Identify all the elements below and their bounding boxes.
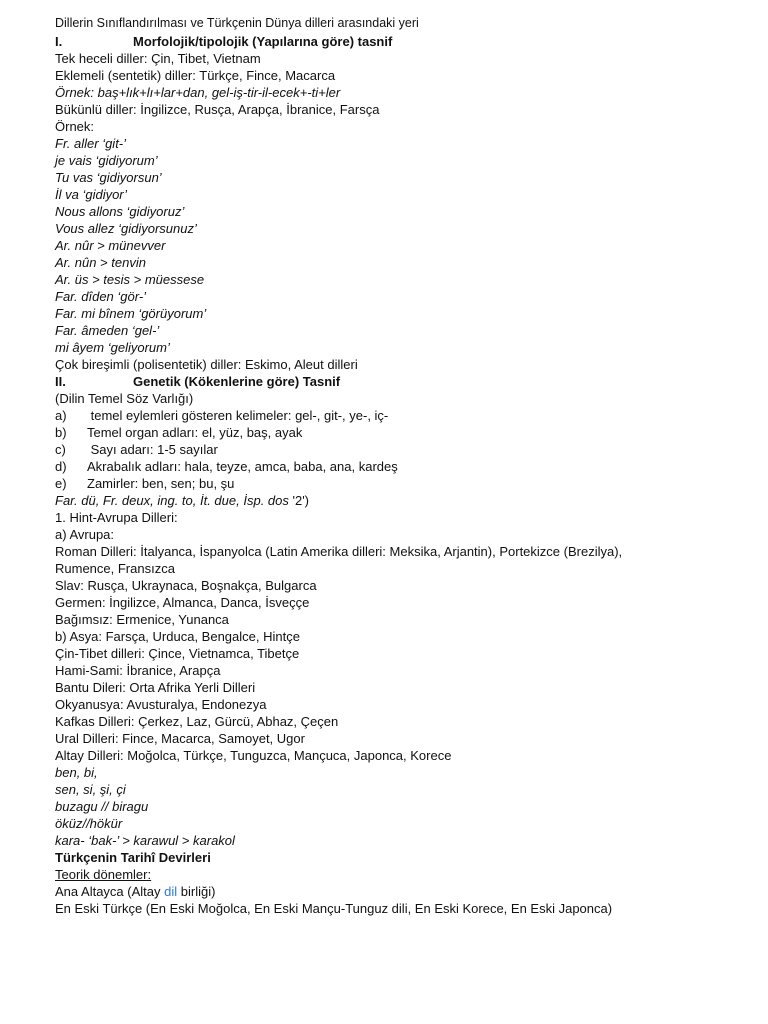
dil-link[interactable]: dil	[164, 884, 178, 899]
devirler-heading: Türkçenin Tarihî Devirleri	[55, 850, 211, 865]
far-example-italic: Far. dü, Fr. deux, ing. to, İt. due, İsp. dos	[55, 493, 289, 508]
family-line: Roman Dilleri: İtalyanca, İspanyolca (Latin Amerika dilleri: Meksika, Arjantin), Portekizce (Brezilya),	[55, 544, 623, 559]
family-line: Bantu Dileri: Orta Afrika Yerli Dilleri	[55, 680, 256, 695]
family-line: Kafkas Dilleri: Çerkez, Laz, Gürcü, Abhaz, Çeçen	[55, 714, 339, 729]
bukunlu-example: mi âyem ‘geliyorum’	[55, 340, 170, 355]
ornek-label: Örnek:	[55, 119, 95, 134]
bukunlu-example: Fr. aller ‘git-’	[55, 136, 127, 151]
bukunlu-example: İl va ‘gidiyor’	[55, 187, 128, 202]
family-line: Slav: Rusça, Ukraynaca, Boşnakça, Bulgarca	[55, 578, 317, 593]
bukunlu-example: Far. âmeden ‘gel-’	[55, 323, 160, 338]
temel-item-text: temel eylemleri gösteren kelimeler: gel-, git-, ye-, iç-	[87, 408, 389, 423]
bukunlu-line: Bükünlü diller: İngilizce, Rusça, Arapça, İbranice, Farsça	[55, 102, 380, 117]
temel-item-text: Sayı adarı: 1-5 sayılar	[87, 442, 218, 457]
temel-item-text: Zamirler: ben, sen; bu, şu	[87, 476, 235, 491]
bukunlu-example: Nous allons ‘gidiyoruz’	[55, 204, 185, 219]
section-1-number: I.	[55, 34, 63, 49]
section-2-title: Genetik (Kökenlerine göre) Tasnif	[133, 374, 341, 389]
temel-soz-line: (Dilin Temel Söz Varlığı)	[55, 391, 194, 406]
teorik-label: Teorik dönemler:	[55, 867, 152, 882]
bukunlu-example: Far. mi bînem ‘görüyorum’	[55, 306, 207, 321]
family-line: Germen: İngilizce, Almanca, Danca, İsveççe	[55, 595, 310, 610]
polisentetik-line: Çok bireşimli (polisentetik) diller: Eskimo, Aleut dilleri	[55, 357, 358, 372]
temel-item	[55, 458, 755, 475]
temel-item	[55, 441, 755, 458]
morph-line-2: Eklemeli (sentetik) diller: Türkçe, Fince, Macarca	[55, 68, 336, 83]
morph-line-1: Tek heceli diller: Çin, Tibet, Vietnam	[55, 51, 261, 66]
ana-altayca-line	[55, 883, 755, 900]
altay-example: öküz//hökür	[55, 816, 123, 831]
family-line: b) Asya: Farsça, Urduca, Bengalce, Hintçe	[55, 629, 300, 644]
family-line: Bağımsız: Ermenice, Yunanca	[55, 612, 229, 627]
ana-altayca-before: Ana Altayca (Altay	[55, 884, 165, 899]
temel-item-letter: d)	[55, 459, 67, 474]
temel-item-letter: a)	[55, 408, 67, 423]
bukunlu-example: Ar. nûr > münevver	[55, 238, 166, 253]
temel-item-text: Temel organ adları: el, yüz, baş, ayak	[87, 425, 303, 440]
temel-item-letter: b)	[55, 425, 67, 440]
bukunlu-example: Tu vas ‘gidiyorsun’	[55, 170, 162, 185]
bukunlu-example: Far. dîden ‘gör-’	[55, 289, 147, 304]
family-line: 1. Hint-Avrupa Dilleri:	[55, 510, 178, 525]
temel-item	[55, 475, 755, 492]
temel-item-text: Akrabalık adları: hala, teyze, amca, baba, ana, kardeş	[87, 459, 398, 474]
family-line: Çin-Tibet dilleri: Çince, Vietnamca, Tibetçe	[55, 646, 300, 661]
section-2-heading	[55, 373, 755, 390]
section-1-heading	[55, 33, 755, 50]
en-eski-line: En Eski Türkçe (En Eski Moğolca, En Eski Mançu-Tunguz dili, En Eski Korece, En Eski Japonca)	[55, 901, 613, 916]
temel-item-letter: e)	[55, 476, 67, 491]
bukunlu-example: Vous allez ‘gidiyorsunuz’	[55, 221, 197, 236]
altay-example: buzagu // biragu	[55, 799, 149, 814]
ana-altayca-after: birliği)	[177, 884, 216, 899]
temel-item	[55, 424, 755, 441]
far-example-tail: '2')	[288, 493, 310, 508]
document-title: Dillerin Sınıflandırılması ve Türkçenin Dünya dilleri arasındaki yeri	[55, 16, 419, 30]
family-line: Hami-Sami: İbranice, Arapça	[55, 663, 221, 678]
document-page	[55, 14, 755, 917]
bukunlu-example: Ar. nûn > tenvin	[55, 255, 146, 270]
altay-example: ben, bi,	[55, 765, 98, 780]
far-example-line	[55, 492, 755, 509]
morph-example: Örnek: baş+lık+lı+lar+dan, gel-iş-tir-il-ecek+-ti+ler	[55, 85, 341, 100]
section-2-number: II.	[55, 374, 66, 389]
family-line: Ural Dilleri: Fince, Macarca, Samoyet, Ugor	[55, 731, 305, 746]
temel-item	[55, 407, 755, 424]
temel-item-letter: c)	[55, 442, 66, 457]
family-line: Altay Dilleri: Moğolca, Türkçe, Tunguzca, Mançuca, Japonca, Korece	[55, 748, 452, 763]
altay-example: kara- ‘bak-’ > karawul > karakol	[55, 833, 235, 848]
family-line: a) Avrupa:	[55, 527, 115, 542]
section-1-title: Morfolojik/tipolojik (Yapılarına göre) tasnif	[133, 34, 393, 49]
bukunlu-example: je vais ‘gidiyorum’	[55, 153, 158, 168]
family-line: Okyanusya: Avusturalya, Endonezya	[55, 697, 267, 712]
family-line: Rumence, Fransızca	[55, 561, 175, 576]
bukunlu-example: Ar. üs > tesis > müessese	[55, 272, 205, 287]
altay-example: sen, si, şi, çi	[55, 782, 126, 797]
